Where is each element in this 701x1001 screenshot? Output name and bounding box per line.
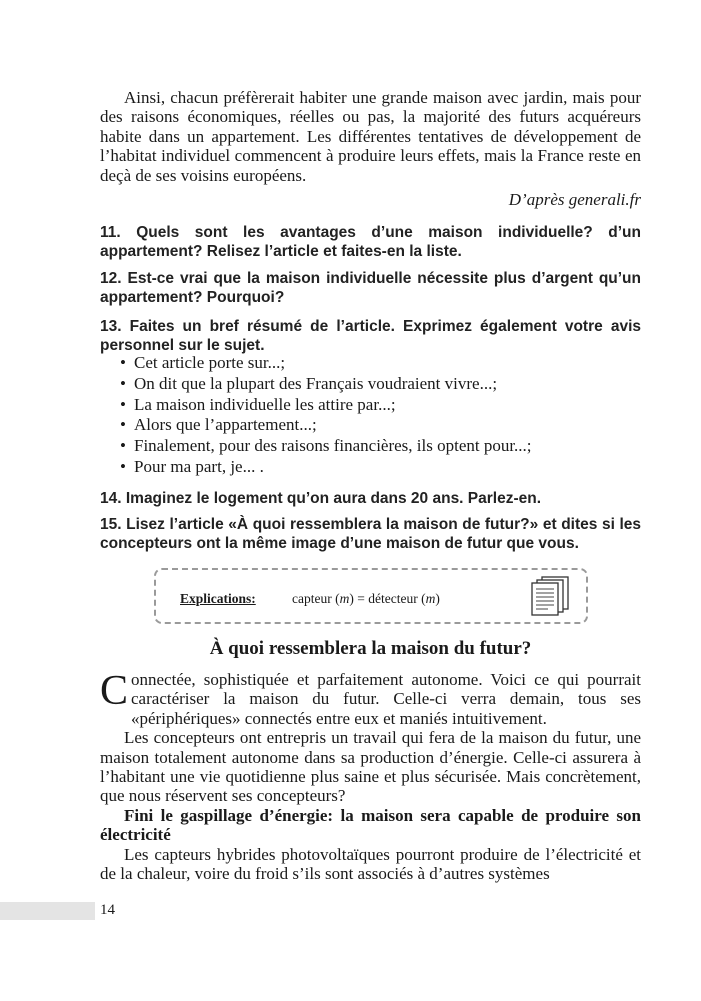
list-item: • Alors que l’appartement...;: [120, 415, 317, 435]
article-subheading: Fini le gaspillage d’énergie: la maison sera capable de produire son électricité: [100, 805, 641, 845]
article-title: À quoi ressemblera la maison du futur?: [209, 638, 532, 659]
prompt-list: [120, 353, 532, 478]
question-15: 15. Lisez l’article «À quoi ressemblera la maison de futur?» et dites si les concepteurs ont la même image d’une maison de futur que vous.: [100, 516, 641, 552]
bullet-icon: •: [120, 394, 126, 414]
question-14: 14. Imaginez le logement qu’on aura dans 20 ans. Parlez-en.: [100, 490, 542, 507]
article-body: [100, 670, 641, 883]
question-11: 11. Quels sont les avantages d’une maison individuelle? d’un appartement? Relisez l’article et faites-en la liste.: [100, 224, 641, 260]
article-paragraph-2: Les concepteurs ont entrepris un travail qui fera de la maison du futur, une maison totalement autonome dans sa production d’énergie. Celle-ci assurera à l’habitant une vie quotidienne plus saine et plus sécurisée. Mais concrètement, que nous réservent ses concepteurs?: [100, 728, 641, 806]
bullet-icon: •: [120, 436, 126, 456]
list-item: • La maison individuelle les attire par...;: [120, 394, 396, 414]
footer-bar: [0, 902, 95, 920]
bullet-icon: •: [120, 373, 126, 393]
page-number: 14: [100, 902, 115, 918]
list-item: • On dit que la plupart des Français voudraient vivre...;: [120, 373, 498, 393]
list-item: • Pour ma part, je... .: [120, 456, 264, 476]
explications-label: Explications:: [180, 591, 256, 606]
question-13: 13. Faites un bref résumé de l’article. Exprimez également votre avis personnel sur le sujet.: [100, 318, 641, 354]
drop-cap: C: [100, 668, 129, 714]
list-item: • Finalement, pour des raisons financières, ils optent pour...;: [120, 436, 532, 456]
article-paragraph-1: Connectée, sophistiquée et parfaitement autonome. Voici ce qui pourrait caractériser la maison du futur. Celle-ci verra demain, tous ses «périphériques» connectés entre eux et maniés intuitivement.: [100, 668, 641, 728]
list-item: • Cet article porte sur...;: [120, 353, 286, 372]
documents-icon: [528, 576, 572, 616]
bullet-icon: •: [120, 353, 126, 372]
explications-box: [154, 568, 588, 624]
bullet-icon: •: [120, 456, 126, 476]
article-paragraph-3: Les capteurs hybrides photovoltaïques pourront produire de l’électricité et de la chaleur, voire du froid s’ils sont associés à d’autres systèmes: [100, 844, 641, 884]
source-credit: D’après generali.fr: [508, 190, 641, 209]
explications-definition: capteur (m) = détecteur (m): [292, 591, 440, 606]
question-12: 12. Est-ce vrai que la maison individuelle nécessite plus d’argent qu’un appartement? Pourquoi?: [100, 270, 641, 306]
bullet-icon: •: [120, 415, 126, 435]
intro-paragraph: Ainsi, chacun préfèrerait habiter une grande maison avec jardin, mais pour des raisons économiques, réelles ou pas, la majorité des futurs acquéreurs habite dans un appartement. Les différentes tentatives de développement de l’habitat individuel commencent à produire leurs effets, mais la France reste en deçà de ses voisins européens.: [100, 88, 641, 185]
